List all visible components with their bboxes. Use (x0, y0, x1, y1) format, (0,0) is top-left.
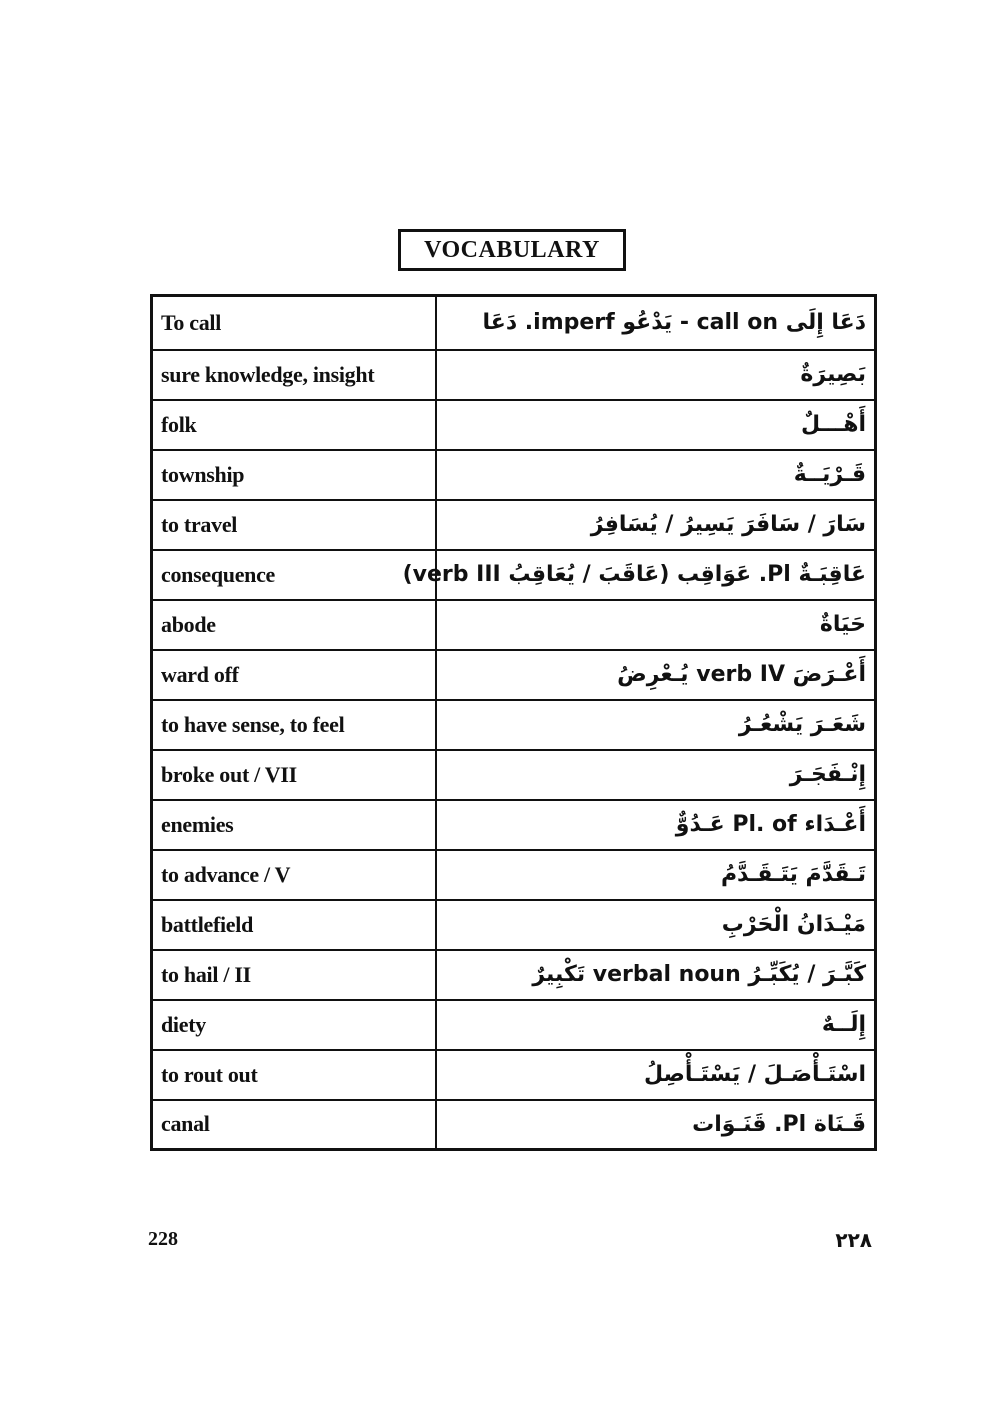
table-row (152, 1000, 876, 1050)
page-number-latin: 228 (148, 1228, 178, 1250)
arabic-term: قَـرْيَــةٌ (436, 450, 876, 500)
arabic-term: قَـنَاة Pl. قَنَـوَات (436, 1100, 876, 1150)
arabic-term: تَـقَدَّمَ يَتَـقَـدَّمُ (436, 850, 876, 900)
english-term: battlefield (152, 900, 436, 950)
vocabulary-title: VOCABULARY (398, 229, 626, 271)
arabic-term: شَعَـرَ يَشْعُـرُ (436, 700, 876, 750)
english-term: folk (152, 400, 436, 450)
arabic-term: عَاقِبَـةٌ Pl. عَوَاقِب (عَاقَبَ / يُعَاقِبُ verb III) (436, 550, 876, 600)
english-term: to rout out (152, 1050, 436, 1100)
table-row (152, 900, 876, 950)
arabic-term: بَصِيرَةٌ (436, 350, 876, 400)
arabic-term: سَارَ / سَافَرَ يَسِيرُ / يُسَافِرُ (436, 500, 876, 550)
arabic-term: أَهْـــلٌ (436, 400, 876, 450)
arabic-term: إِنْـفَجَـرَ (436, 750, 876, 800)
arabic-term: أَعْـرَضَ verb IV يُـعْرِضُ (436, 650, 876, 700)
english-term: to have sense, to feel (152, 700, 436, 750)
english-term: diety (152, 1000, 436, 1050)
table-row (152, 550, 876, 600)
table-row (152, 450, 876, 500)
english-term: to advance / V (152, 850, 436, 900)
vocabulary-table (150, 294, 877, 1151)
english-term: enemies (152, 800, 436, 850)
arabic-term: دَعَا إِلَى call on - يَدْعُو imperf. دَعَا (436, 296, 876, 350)
table-row (152, 350, 876, 400)
english-term: ward off (152, 650, 436, 700)
english-term: consequence (152, 550, 436, 600)
table-row (152, 600, 876, 650)
table-row (152, 500, 876, 550)
english-term: canal (152, 1100, 436, 1150)
table-row (152, 400, 876, 450)
vocabulary-table-body (152, 296, 876, 1150)
table-row (152, 700, 876, 750)
table-row (152, 296, 876, 350)
english-term: to hail / II (152, 950, 436, 1000)
arabic-term: إِلَــهٌ (436, 1000, 876, 1050)
table-row (152, 1050, 876, 1100)
arabic-term: مَيْـدَانُ الْحَرْبِ (436, 900, 876, 950)
arabic-term: اسْتَـأْصَـلَ / يَسْتَـأْصِلُ (436, 1050, 876, 1100)
english-term: sure knowledge, insight (152, 350, 436, 400)
english-term: to travel (152, 500, 436, 550)
arabic-term: حَيَاةٌ (436, 600, 876, 650)
table-row (152, 1100, 876, 1150)
table-row (152, 950, 876, 1000)
table-row (152, 800, 876, 850)
english-term: township (152, 450, 436, 500)
arabic-term: أَعْـدَاء Pl. of عَـدُوٌّ (436, 800, 876, 850)
table-row (152, 750, 876, 800)
english-term: abode (152, 600, 436, 650)
english-term: broke out / VII (152, 750, 436, 800)
page-number-arabic: ٢٢٨ (835, 1228, 872, 1252)
table-row (152, 650, 876, 700)
english-term: To call (152, 296, 436, 350)
arabic-term: كَبَّـرَ / يُكَبِّـرُ verbal noun تَكْبِيرٌ (436, 950, 876, 1000)
table-row (152, 850, 876, 900)
